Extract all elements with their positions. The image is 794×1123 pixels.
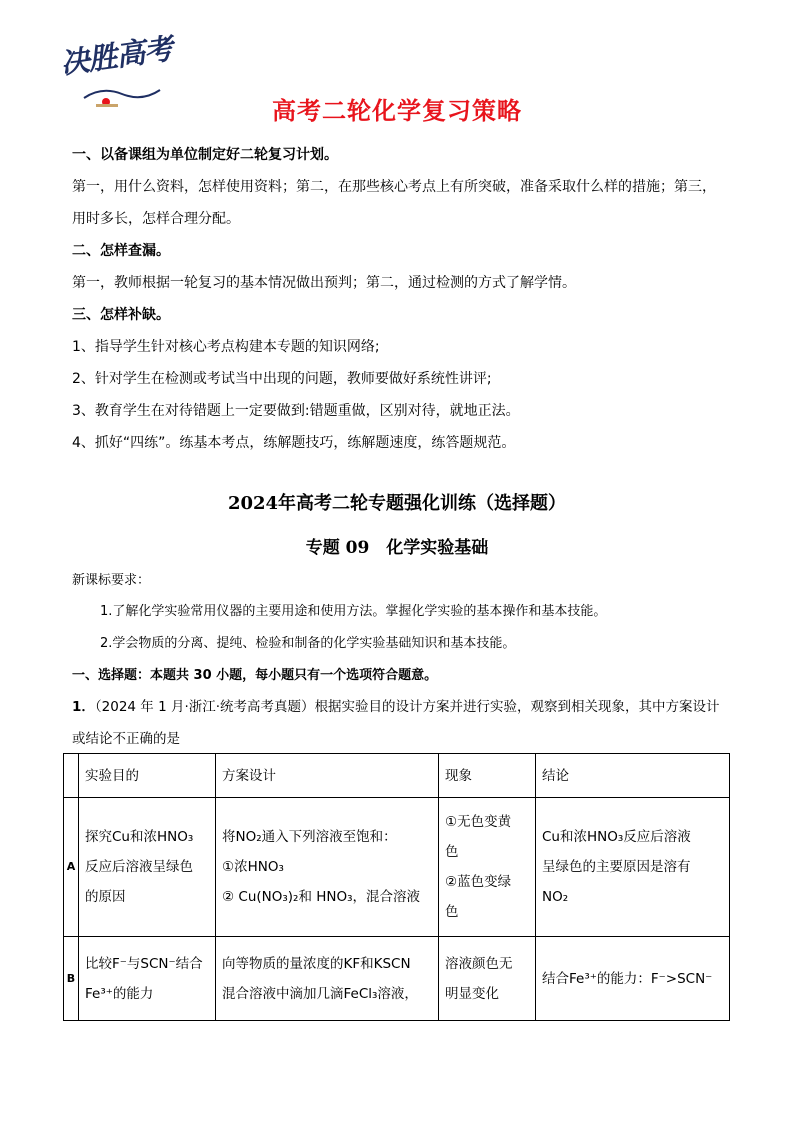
phenomenon-cell [439, 798, 536, 937]
cell-line: 色 [445, 844, 459, 860]
question-line-2: 或结论不正确的是 [72, 731, 180, 747]
requirement-item: 1.了解化学实验常用仪器的主要用途和使用方法。掌握化学实验的基本操作和基本技能。 [100, 604, 607, 619]
design-cell [216, 937, 439, 1021]
question-source: （2024 年 1 月·浙江·统考高考真题） [94, 699, 315, 715]
page-title: 高考二轮化学复习策略 [272, 97, 522, 125]
cell-line: Cu和浓HNO₃反应后溶液 [542, 829, 691, 845]
option-label: A [64, 798, 79, 937]
cell-line: 溶液颜色无 [445, 955, 513, 972]
header-cell [64, 754, 79, 798]
table-row [64, 798, 730, 937]
strategy-line: 用时多长，怎样合理分配。 [72, 211, 240, 227]
phenomenon-cell [439, 937, 536, 1021]
cell-line: Fe³⁺的能力 [85, 985, 154, 1002]
design-cell [216, 798, 439, 937]
header-cell: 现象 [439, 754, 536, 798]
conclusion-cell [536, 798, 730, 937]
cell-line: 将NO₂通入下列溶液至饱和： [222, 829, 397, 845]
cell-line: 混合溶液中滴加几滴FeCl₃溶液， [222, 985, 418, 1002]
question-text: 根据实验目的设计方案并进行实验，观察到相关现象，其中方案设计 [314, 699, 720, 715]
question-number: 1． [72, 699, 95, 715]
question-line [72, 698, 720, 716]
cell-line: 色 [445, 904, 459, 920]
table-row [64, 937, 730, 1021]
cell-line: 明显变化 [445, 985, 499, 1002]
requirement-item: 2.学会物质的分离、提纯、检验和制备的化学实验基础知识和基本技能。 [100, 636, 516, 651]
purpose-cell [79, 798, 216, 937]
cell-line: 比较F⁻与SCN⁻结合 [85, 955, 203, 972]
strategy-line: 三、怎样补缺。 [72, 307, 170, 323]
header-cell: 方案设计 [216, 754, 439, 798]
strategy-line: 4、抓好“四练”。练基本考点，练解题技巧，练解题速度，练答题规范。 [72, 435, 516, 451]
requirements-label: 新课标要求： [72, 573, 151, 588]
section-label: 一、选择题：本题共 30 小题，每小题只有一个选项符合题意。 [72, 668, 438, 683]
cell-line: ②蓝色变绿 [445, 874, 512, 890]
cell-line: 的原因 [85, 889, 126, 905]
cell-line: ①无色变黄 [445, 814, 512, 830]
heading-training: 2024年高考二轮专题强化训练（选择题） [227, 493, 567, 514]
heading-topic: 专题 09 化学实验基础 [305, 538, 489, 558]
strategy-line: 一、以备课组为单位制定好二轮复习计划。 [72, 147, 338, 163]
strategy-line: 3、教育学生在对待错题上一定要做到:错题重做，区别对待，就地正法。 [72, 403, 520, 419]
strategy-line: 第一，教师根据一轮复习的基本情况做出预判；第二，通过检测的方式了解学情。 [72, 275, 576, 291]
header-cell: 结论 [536, 754, 730, 798]
logo-text: 决胜高考 [58, 31, 175, 81]
purpose-cell [79, 937, 216, 1021]
cell-line: 结合Fe³⁺的能力：F⁻>SCN⁻ [542, 970, 713, 987]
strategy-line: 第一，用什么资料，怎样使用资料；第二，在那些核心考点上有所突破，准备采取什么样的措施；第三， [72, 179, 716, 195]
strategy-line: 二、怎样查漏。 [72, 243, 170, 259]
cell-line: ①浓HNO₃ [222, 859, 284, 875]
cell-line: 向等物质的量浓度的KF和KSCN [222, 955, 411, 972]
experiment-table [63, 753, 730, 1021]
strategy-line: 1、指导学生针对核心考点构建本专题的知识网络; [72, 339, 380, 355]
cell-line: ② Cu(NO₃)₂和 HNO₃，混合溶液 [222, 889, 421, 905]
cell-line: 呈绿色的主要原因是溶有 [542, 859, 691, 875]
conclusion-cell [536, 937, 730, 1021]
cell-line: NO₂ [542, 889, 569, 905]
cell-line: 探究Cu和浓HNO₃ [85, 829, 194, 845]
option-label: B [64, 937, 79, 1021]
strategy-line: 2、针对学生在检测或考试当中出现的问题，教师要做好系统性讲评; [72, 371, 492, 387]
header-cell: 实验目的 [79, 754, 216, 798]
table-header-row [64, 754, 730, 798]
cell-line: 反应后溶液呈绿色 [85, 859, 193, 875]
